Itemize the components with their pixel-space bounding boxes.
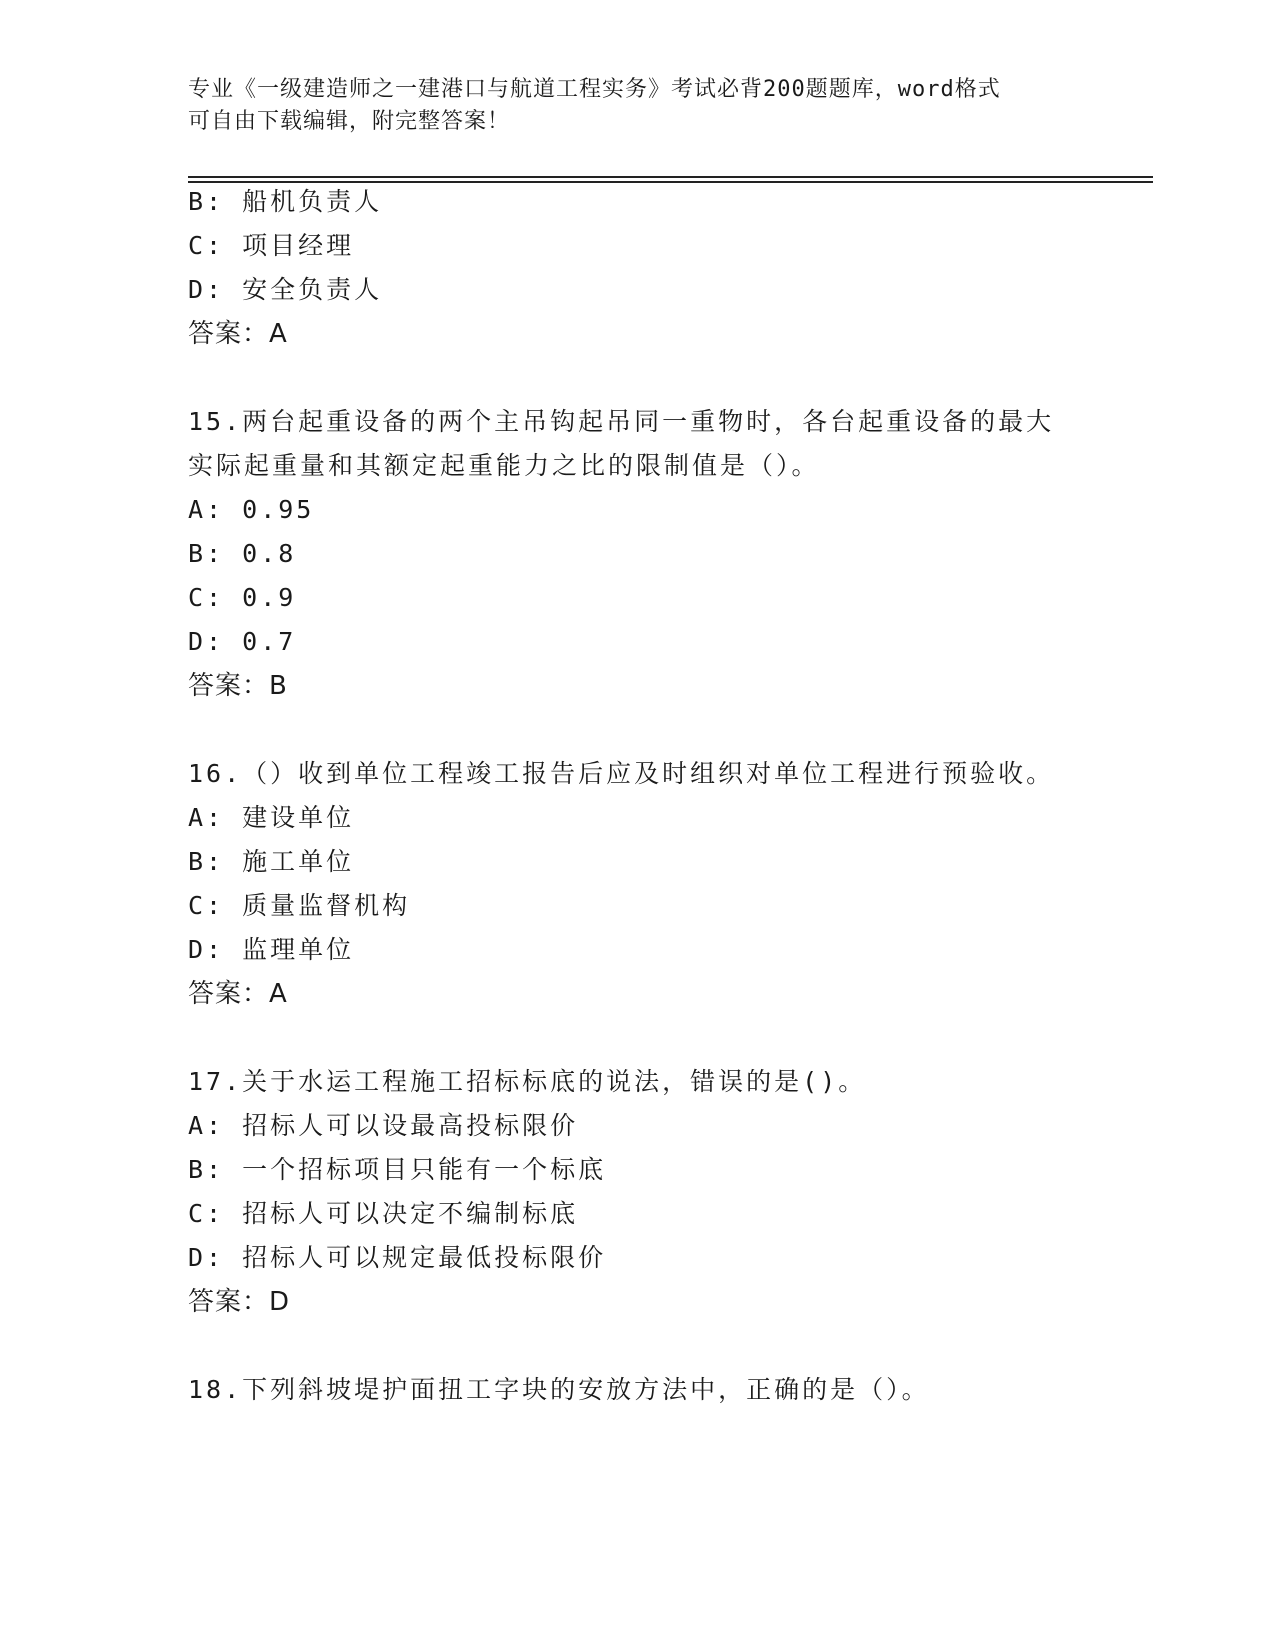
q18-stem: 18.下列斜坡堤护面扭工字块的安放方法中，正确的是（）。 bbox=[188, 1375, 930, 1404]
q14-answer: 答案：A bbox=[188, 319, 288, 349]
q16-option-b: B: 施工单位 bbox=[188, 847, 355, 876]
q15-stem-line-1: 15.两台起重设备的两个主吊钩起吊同一重物时，各台起重设备的最大 bbox=[188, 407, 1055, 436]
q17-option-b: B: 一个招标项目只能有一个标底 bbox=[188, 1155, 607, 1184]
q15-option-c: C: 0.9 bbox=[188, 583, 297, 612]
document-header bbox=[188, 74, 1088, 138]
header-divider-top bbox=[188, 176, 1153, 178]
q15-option-d: D: 0.7 bbox=[188, 627, 297, 656]
q17-stem: 17.关于水运工程施工招标标底的说法，错误的是()。 bbox=[188, 1067, 867, 1096]
q17-answer: 答案：D bbox=[188, 1287, 291, 1317]
q14-option-d: D: 安全负责人 bbox=[188, 275, 383, 304]
q17-option-a: A: 招标人可以设最高投标限价 bbox=[188, 1111, 579, 1140]
header-divider-bottom bbox=[188, 181, 1153, 183]
q16-stem: 16.（）收到单位工程竣工报告后应及时组织对单位工程进行预验收。 bbox=[188, 759, 1055, 788]
q16-option-c: C: 质量监督机构 bbox=[188, 891, 411, 920]
q15-stem-line-2: 实际起重量和其额定起重能力之比的限制值是（）。 bbox=[188, 451, 820, 480]
q16-option-a: A: 建设单位 bbox=[188, 803, 355, 832]
q16-answer: 答案：A bbox=[188, 979, 288, 1009]
q17-option-d: D: 招标人可以规定最低投标限价 bbox=[188, 1243, 607, 1272]
q17-option-c: C: 招标人可以决定不编制标底 bbox=[188, 1199, 579, 1228]
q15-option-a: A: 0.95 bbox=[188, 495, 315, 524]
q15-answer: 答案：B bbox=[188, 671, 288, 701]
q15-option-b: B: 0.8 bbox=[188, 539, 297, 568]
header-line-2: 可自由下载编辑，附完整答案！ bbox=[188, 109, 511, 134]
q14-option-b: B: 船机负责人 bbox=[188, 187, 383, 216]
q16-option-d: D: 监理单位 bbox=[188, 935, 355, 964]
q14-option-c: C: 项目经理 bbox=[188, 231, 355, 260]
header-line-1: 专业《一级建造师之一建港口与航道工程实务》考试必背200题题库，word格式 bbox=[188, 77, 1001, 102]
